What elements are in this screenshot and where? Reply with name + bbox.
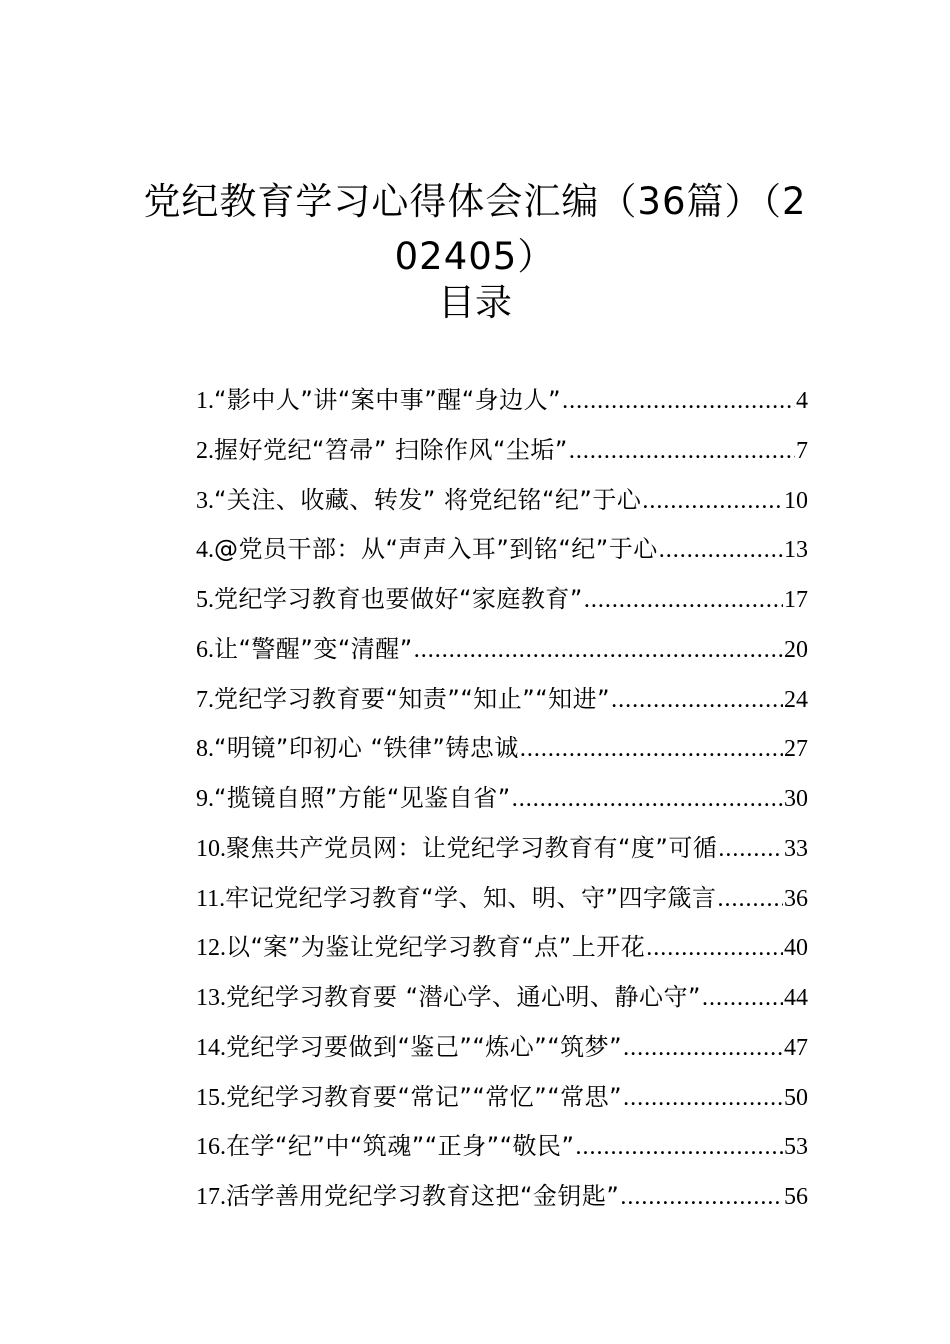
toc-entry[interactable] <box>196 923 808 973</box>
toc-entry[interactable] <box>196 774 808 824</box>
toc-entry-number: 5. <box>196 587 214 613</box>
toc-entry[interactable] <box>196 973 808 1023</box>
toc-entry-page-number: 33 <box>784 835 808 862</box>
toc-entry[interactable] <box>196 376 808 426</box>
toc-entry-number: 15. <box>196 1084 226 1111</box>
toc-entry-title: “明镜”印初心 “铁律”铸忠诚 <box>214 734 519 763</box>
toc-entry-number: 8. <box>196 736 214 763</box>
toc-entry[interactable] <box>196 874 808 924</box>
toc-entry-number: 17. <box>196 1184 226 1210</box>
toc-entry[interactable] <box>196 1122 808 1172</box>
toc-dot-leader <box>623 1074 783 1123</box>
toc-entry[interactable] <box>196 724 808 774</box>
toc-entry-page-number: 50 <box>784 1084 808 1111</box>
toc-entry-title: 聚焦共产党员网：让党纪学习教育有“度”可循 <box>226 833 718 862</box>
toc-dot-leader <box>659 526 783 575</box>
document-title <box>130 174 820 284</box>
title-line-1: 党纪教育学习心得体会汇编（36篇）（2 <box>143 180 807 223</box>
toc-entry[interactable] <box>196 476 808 526</box>
toc-entry[interactable] <box>196 675 808 725</box>
toc-entry-title: 党纪学习要做到“鉴己”“炼心”“筑梦” <box>226 1032 623 1061</box>
toc-entry-number: 9. <box>196 786 214 812</box>
toc-dot-leader <box>562 377 795 426</box>
toc-entry-title: “影中人”讲“案中事”醒“身边人” <box>214 386 562 414</box>
toc-entry-page-number: 17 <box>784 587 808 613</box>
toc-entry-number: 13. <box>196 985 226 1011</box>
toc-entry-number: 6. <box>196 636 214 663</box>
toc-entry-title: “揽镜自照”方能“见鉴自省” <box>214 784 511 812</box>
toc-entry-title: “关注、收藏、转发” 将党纪铭“纪”于心 <box>214 485 642 514</box>
toc-entry-title: 党纪学习教育要 “潜心学、通心明、静心守” <box>226 983 701 1011</box>
toc-entry[interactable] <box>196 1172 808 1222</box>
toc-entry-number: 16. <box>196 1134 226 1161</box>
toc-entry-title: 党纪学习教育要“常记”“常忆”“常思” <box>226 1082 623 1111</box>
toc-entry-page-number: 30 <box>784 786 808 812</box>
toc-dot-leader <box>575 1123 783 1172</box>
toc-dot-leader <box>584 576 783 625</box>
toc-dot-leader <box>569 427 795 476</box>
toc-entry[interactable] <box>196 625 808 675</box>
toc-dot-leader <box>646 924 783 973</box>
toc-entry-number: 4. <box>196 537 214 564</box>
table-of-contents <box>196 376 808 1222</box>
toc-entry[interactable] <box>196 1073 808 1123</box>
toc-entry[interactable] <box>196 525 808 575</box>
toc-entry-title: 在学“纪”中“筑魂”“正身”“敬民” <box>226 1132 575 1161</box>
toc-entry-title: 党纪学习教育要“知责”“知止”“知进” <box>214 684 611 713</box>
toc-dot-leader <box>520 725 783 774</box>
toc-entry-page-number: 10 <box>784 487 808 514</box>
toc-entry-page-number: 7 <box>796 437 808 464</box>
toc-entry-title: 党纪学习教育也要做好“家庭教育” <box>214 585 583 613</box>
toc-entry-title: 让“警醒”变“清醒” <box>214 634 413 663</box>
toc-dot-leader <box>620 1173 783 1222</box>
toc-dot-leader <box>611 676 783 725</box>
toc-entry-number: 2. <box>196 437 214 464</box>
toc-entry-page-number: 40 <box>784 935 808 962</box>
toc-entry-page-number: 20 <box>784 636 808 663</box>
toc-entry-page-number: 27 <box>784 736 808 763</box>
toc-entry-page-number: 4 <box>796 388 808 414</box>
toc-entry-number: 1. <box>196 388 214 414</box>
toc-entry-title: 以“案”为鉴让党纪学习教育“点”上开花 <box>226 933 646 962</box>
toc-entry-page-number: 24 <box>784 686 808 713</box>
toc-entry-title: @党员干部：从“声声入耳”到铭“纪”于心 <box>214 535 658 564</box>
toc-entry[interactable] <box>196 1023 808 1073</box>
toc-entry-title: 活学善用党纪学习教育这把“金钥匙” <box>226 1182 620 1210</box>
toc-entry-page-number: 36 <box>784 885 808 912</box>
toc-entry-number: 14. <box>196 1034 226 1061</box>
toc-entry-page-number: 53 <box>784 1134 808 1161</box>
toc-entry-page-number: 47 <box>784 1034 808 1061</box>
toc-dot-leader <box>717 875 783 924</box>
toc-entry-page-number: 13 <box>784 537 808 564</box>
toc-entry-number: 3. <box>196 487 214 514</box>
toc-dot-leader <box>642 477 783 526</box>
toc-entry-title: 牢记党纪学习教育“学、知、明、守”四字箴言 <box>225 883 717 912</box>
toc-entry[interactable] <box>196 426 808 476</box>
toc-dot-leader <box>702 974 783 1023</box>
toc-dot-leader <box>512 775 783 824</box>
toc-entry-page-number: 56 <box>784 1184 808 1210</box>
toc-entry-number: 11. <box>196 885 226 912</box>
toc-heading: 目录 <box>438 281 512 324</box>
toc-dot-leader <box>414 626 783 675</box>
toc-entry-number: 7. <box>196 686 214 713</box>
toc-entry[interactable] <box>196 824 808 874</box>
toc-dot-leader <box>718 825 783 874</box>
title-line-2: 02405） <box>394 235 556 278</box>
toc-entry[interactable] <box>196 575 808 625</box>
toc-entry-page-number: 44 <box>784 985 808 1011</box>
toc-entry-number: 10. <box>196 835 226 862</box>
toc-dot-leader <box>623 1024 783 1073</box>
toc-entry-title: 握好党纪“笤帚” 扫除作风“尘垢” <box>214 435 568 464</box>
toc-entry-number: 12. <box>196 935 226 962</box>
